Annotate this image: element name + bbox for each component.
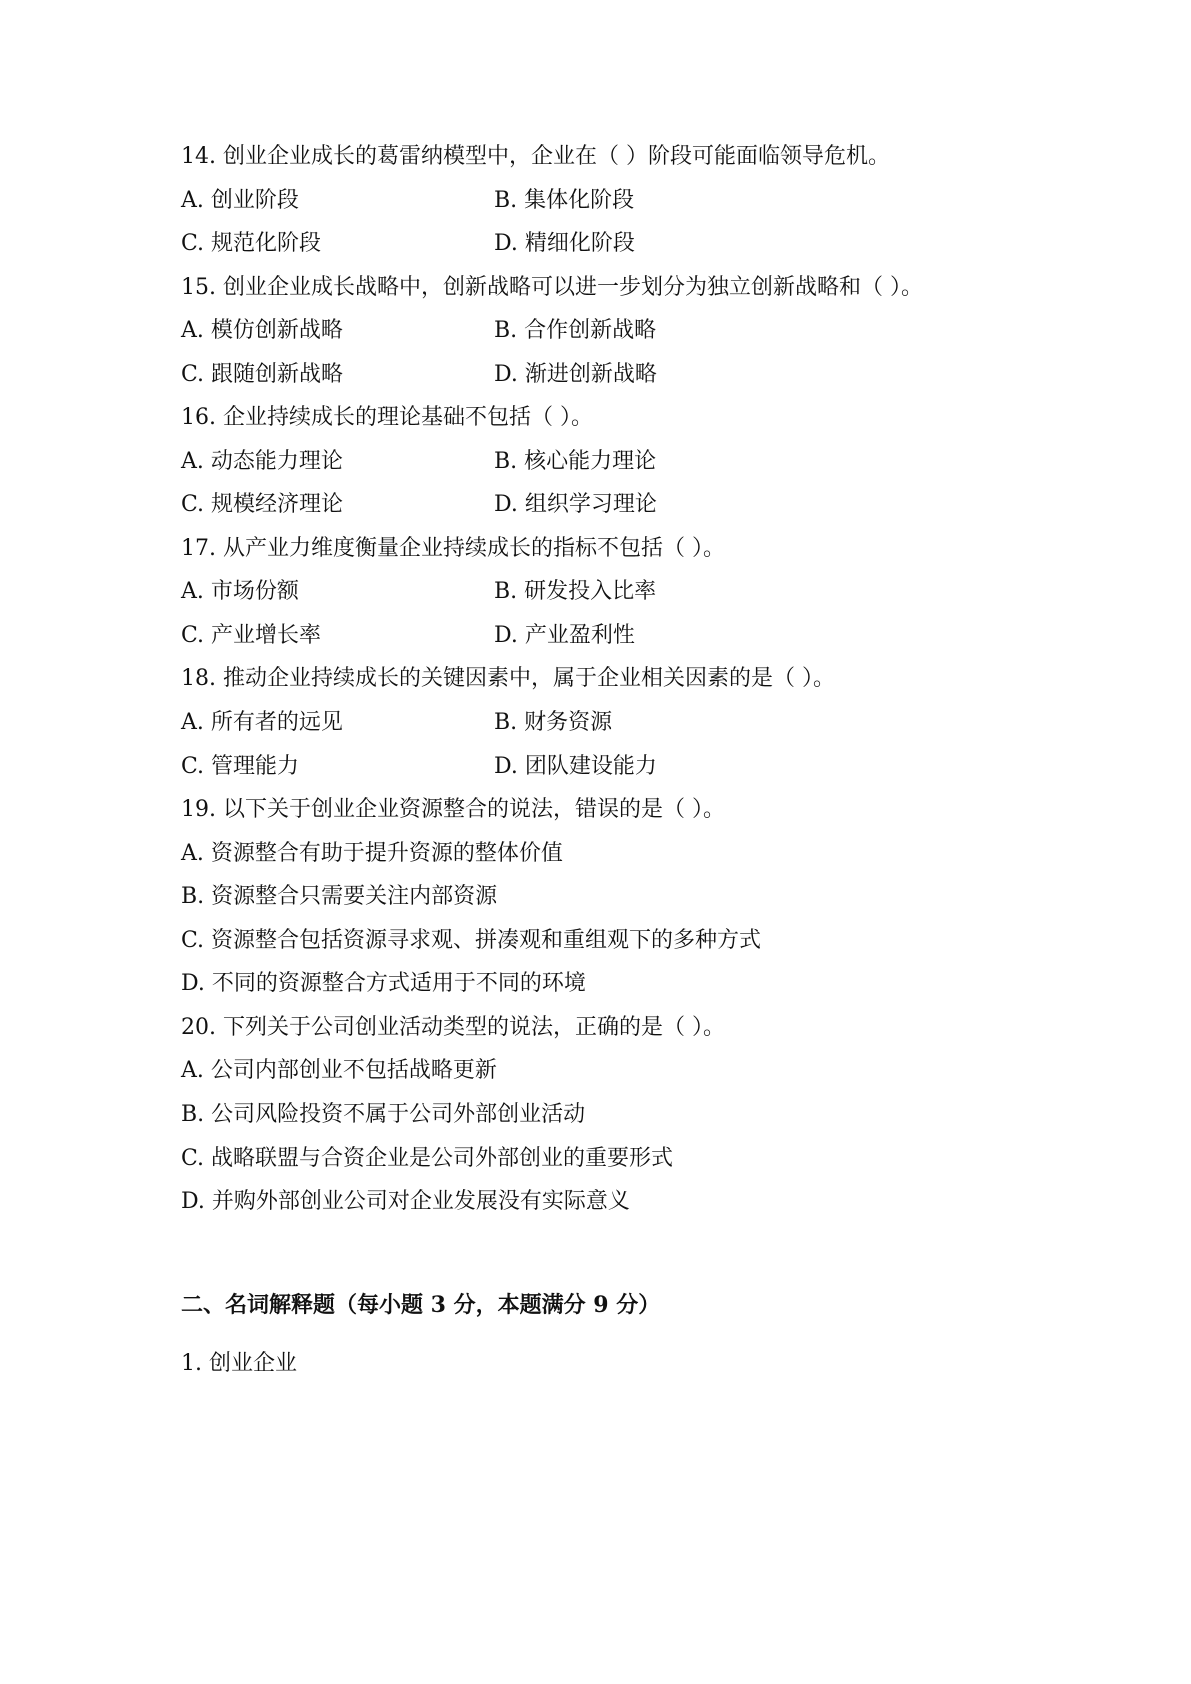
question-17-option-a: A. 市场份额 bbox=[181, 579, 299, 604]
question-16-option-a: A. 动态能力理论 bbox=[181, 449, 343, 474]
question-20-option-b: B. 公司风险投资不属于公司外部创业活动 bbox=[181, 1102, 586, 1127]
question-19-option-a: A. 资源整合有助于提升资源的整体价值 bbox=[181, 841, 563, 866]
question-16-option-d: D. 组织学习理论 bbox=[494, 492, 657, 517]
term-1: 1. 创业企业 bbox=[181, 1351, 297, 1376]
question-20-option-d: D. 并购外部创业公司对企业发展没有实际意义 bbox=[181, 1189, 630, 1214]
question-14-option-b: B. 集体化阶段 bbox=[494, 188, 635, 213]
question-19-stem: 19. 以下关于创业企业资源整合的说法，错误的是（ ）。 bbox=[181, 797, 725, 822]
question-20-option-c: C. 战略联盟与合资企业是公司外部创业的重要形式 bbox=[181, 1146, 674, 1171]
question-14-option-a: A. 创业阶段 bbox=[181, 188, 299, 213]
question-15-option-b: B. 合作创新战略 bbox=[494, 318, 657, 343]
question-16-stem: 16. 企业持续成长的理论基础不包括（ ）。 bbox=[181, 405, 593, 430]
question-16-option-c: C. 规模经济理论 bbox=[181, 492, 344, 517]
question-19-option-c: C. 资源整合包括资源寻求观、拼凑观和重组观下的多种方式 bbox=[181, 928, 762, 953]
question-17-option-b: B. 研发投入比率 bbox=[494, 579, 657, 604]
question-18-option-c: C. 管理能力 bbox=[181, 754, 300, 779]
question-20-stem: 20. 下列关于公司创业活动类型的说法，正确的是（ ）。 bbox=[181, 1015, 725, 1040]
question-18-option-d: D. 团队建设能力 bbox=[494, 754, 657, 779]
question-15-option-d: D. 渐进创新战略 bbox=[494, 362, 657, 387]
question-18-option-a: A. 所有者的远见 bbox=[181, 710, 343, 735]
question-17-stem: 17. 从产业力维度衡量企业持续成长的指标不包括（ ）。 bbox=[181, 536, 725, 561]
question-19-option-b: B. 资源整合只需要关注内部资源 bbox=[181, 884, 498, 909]
question-14-stem: 14. 创业企业成长的葛雷纳模型中，企业在（ ）阶段可能面临领导危机。 bbox=[181, 144, 890, 169]
question-15-option-a: A. 模仿创新战略 bbox=[181, 318, 343, 343]
question-14-option-d: D. 精细化阶段 bbox=[494, 231, 635, 256]
question-17-option-d: D. 产业盈利性 bbox=[494, 623, 635, 648]
question-20-option-a: A. 公司内部创业不包括战略更新 bbox=[181, 1058, 497, 1083]
question-17-option-c: C. 产业增长率 bbox=[181, 623, 322, 648]
question-15-option-c: C. 跟随创新战略 bbox=[181, 362, 344, 387]
question-14-option-c: C. 规范化阶段 bbox=[181, 231, 322, 256]
question-15-stem: 15. 创业企业成长战略中，创新战略可以进一步划分为独立创新战略和（ ）。 bbox=[181, 275, 923, 300]
question-19-option-d: D. 不同的资源整合方式适用于不同的环境 bbox=[181, 971, 586, 996]
question-18-option-b: B. 财务资源 bbox=[494, 710, 613, 735]
section-2-heading: 二、名词解释题（每小题 3 分，本题满分 9 分） bbox=[181, 1292, 661, 1318]
question-18-stem: 18. 推动企业持续成长的关键因素中，属于企业相关因素的是（ ）。 bbox=[181, 666, 835, 691]
question-16-option-b: B. 核心能力理论 bbox=[494, 449, 657, 474]
